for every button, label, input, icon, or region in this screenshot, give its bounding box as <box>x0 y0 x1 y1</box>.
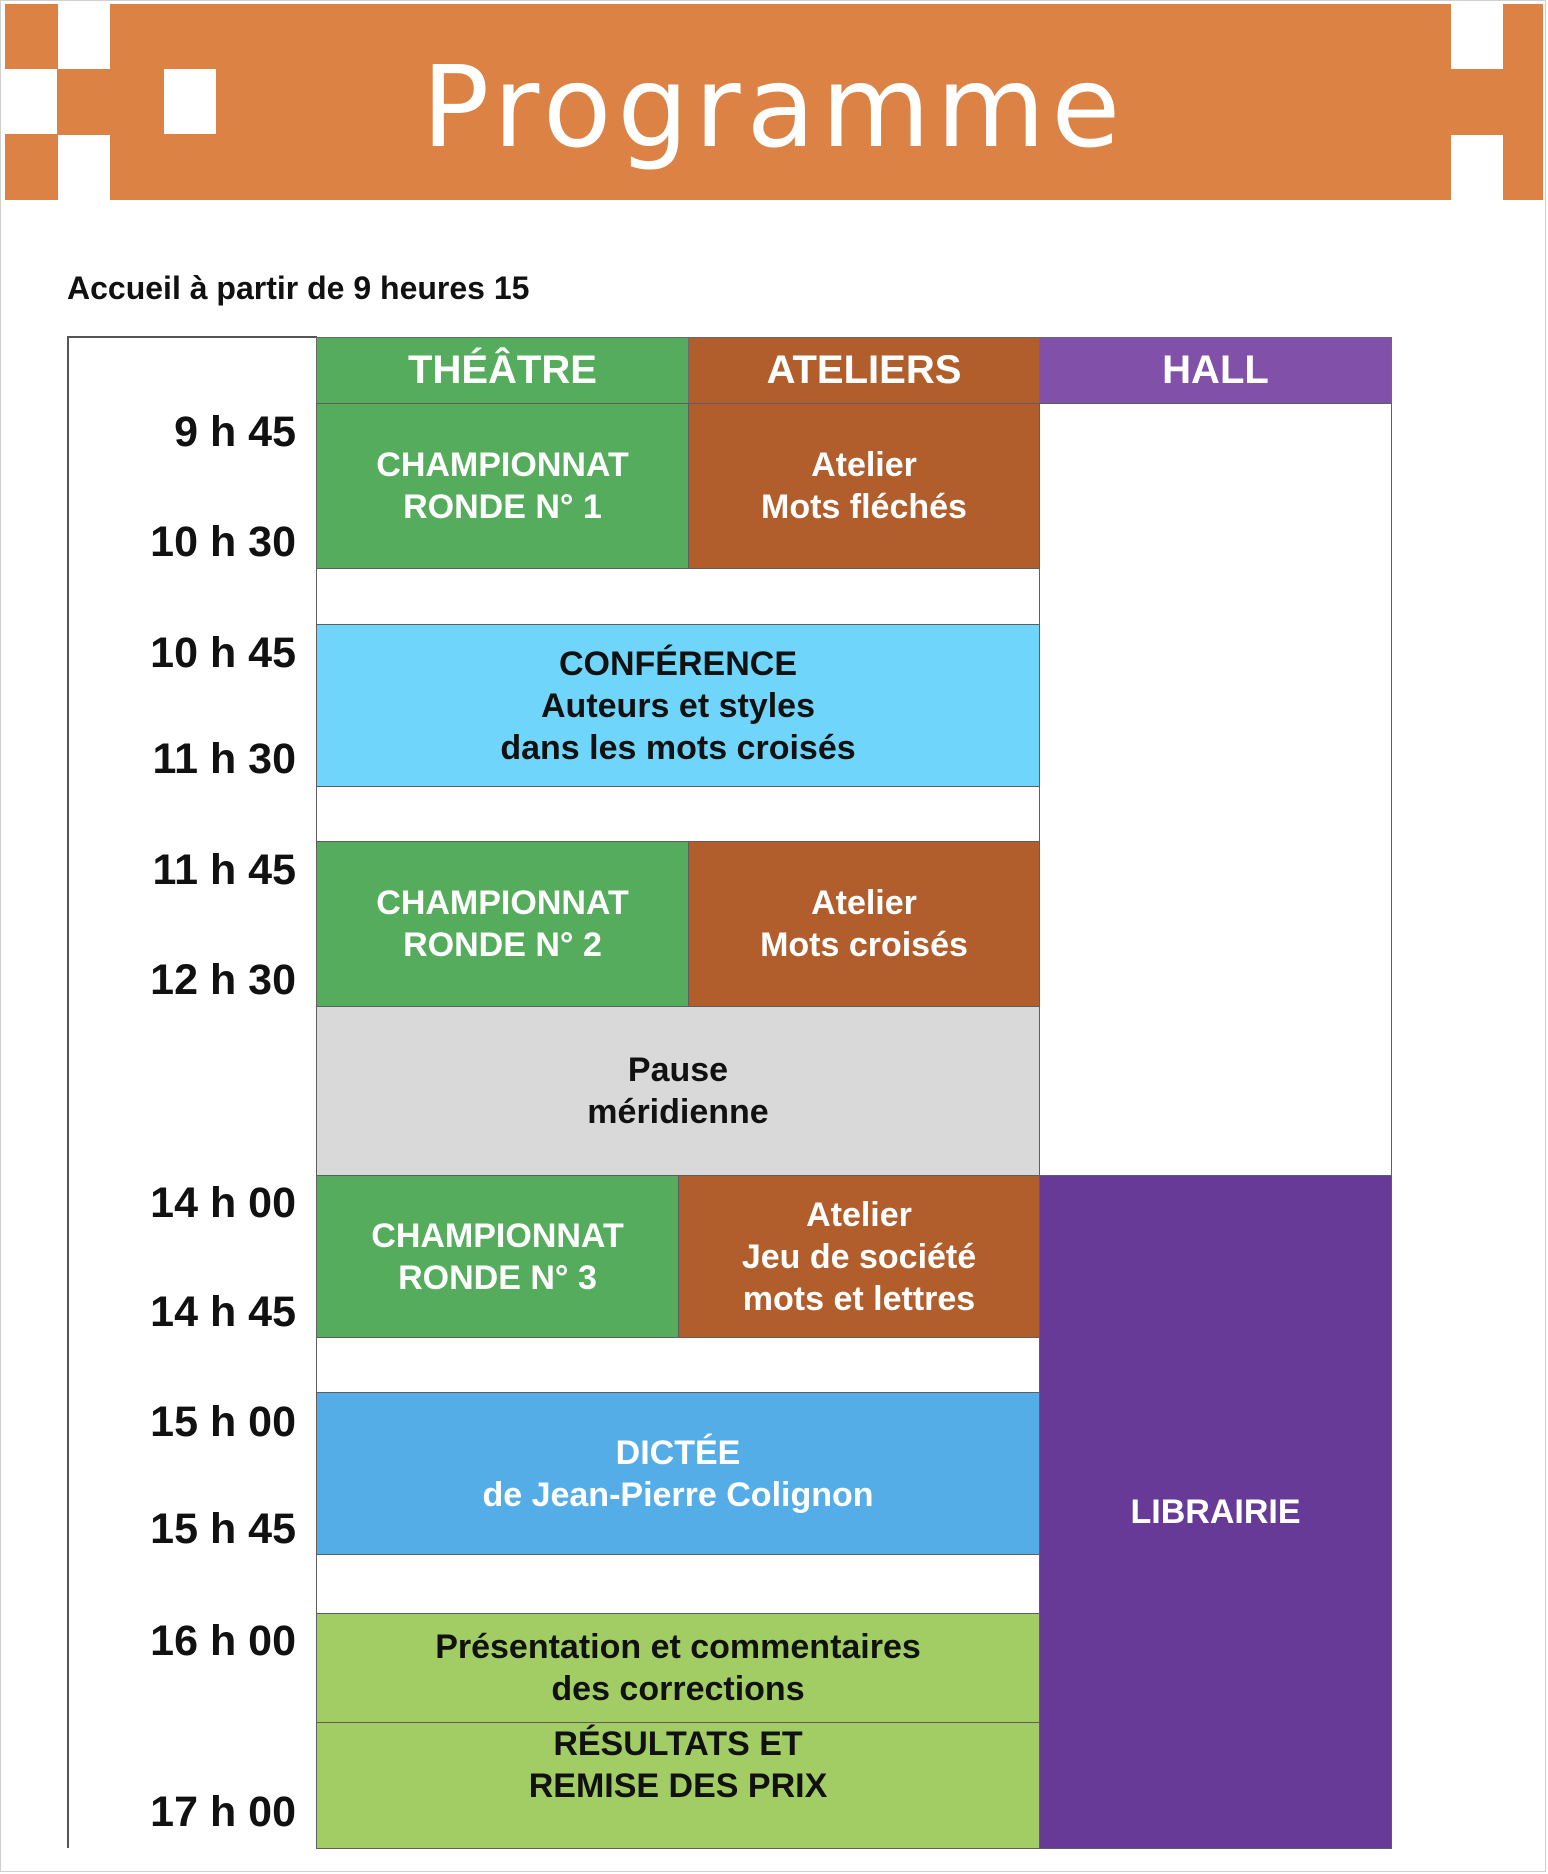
time-label: 9 h 45 <box>174 408 296 456</box>
session-line: DICTÉE <box>615 1433 741 1472</box>
session-line: CHAMPIONNAT <box>371 1216 624 1255</box>
page-title: Programme <box>421 43 1127 173</box>
break-slot <box>316 568 1040 625</box>
time-label: 15 h 00 <box>150 1398 296 1446</box>
session-line: des corrections <box>551 1670 805 1708</box>
session-conference <box>316 624 1040 787</box>
header-banner <box>5 4 1543 200</box>
break-slot <box>316 1554 1040 1614</box>
hall-empty-slot <box>1039 403 1392 1176</box>
session-line: REMISE DES PRIX <box>528 1767 828 1805</box>
intro-text: Accueil à partir de 9 heures 15 <box>67 270 530 306</box>
column-header-theatre: THÉÂTRE <box>316 337 689 404</box>
session-line: de Jean-Pierre Colignon <box>482 1475 874 1514</box>
time-label: 11 h 30 <box>152 735 296 783</box>
time-label: 10 h 30 <box>150 518 296 566</box>
session-line: RONDE N° 1 <box>403 488 602 526</box>
time-label: 16 h 00 <box>150 1617 296 1665</box>
session-atelier-mots-fleches <box>688 403 1040 569</box>
session-line: CHAMPIONNAT <box>376 884 629 922</box>
session-championnat-2 <box>316 841 689 1007</box>
session-line: RONDE N° 2 <box>403 926 602 964</box>
time-label: 14 h 00 <box>150 1179 296 1227</box>
session-championnat-1 <box>316 403 689 569</box>
session-line: méridienne <box>587 1093 769 1131</box>
session-line: CHAMPIONNAT <box>376 446 629 484</box>
time-label: 14 h 45 <box>150 1288 296 1336</box>
session-presentation <box>316 1613 1040 1723</box>
session-line: Présentation et commentaires <box>435 1628 921 1666</box>
time-label: 17 h 00 <box>150 1788 296 1836</box>
session-atelier-mots-croises <box>688 841 1040 1007</box>
session-line: RÉSULTATS ET <box>553 1725 803 1763</box>
time-label: 11 h 45 <box>152 846 296 894</box>
column-header-hall: HALL <box>1039 337 1392 404</box>
session-line: Pause <box>627 1051 729 1089</box>
session-line: dans les mots croisés <box>500 728 856 767</box>
session-line: Mots fléchés <box>761 488 967 526</box>
break-slot <box>316 1337 1040 1393</box>
session-line: CONFÉRENCE <box>558 644 798 683</box>
session-line: Atelier <box>811 446 917 484</box>
session-line: Atelier <box>811 884 917 922</box>
session-line: RONDE N° 3 <box>398 1258 597 1297</box>
session-championnat-3 <box>316 1175 679 1338</box>
session-resultats <box>316 1722 1040 1849</box>
time-label: 15 h 45 <box>150 1505 296 1553</box>
session-dictee <box>316 1392 1040 1555</box>
session-line: Mots croisés <box>760 926 968 964</box>
break-slot <box>316 786 1040 842</box>
session-line: Auteurs et styles <box>541 686 815 725</box>
session-line: LIBRAIRIE <box>1130 1493 1301 1531</box>
session-librairie <box>1039 1175 1392 1849</box>
session-line: mots et lettres <box>742 1279 976 1318</box>
time-label: 10 h 45 <box>150 629 296 677</box>
session-line: Jeu de société <box>741 1237 977 1276</box>
session-line: Atelier <box>806 1195 912 1234</box>
session-pause <box>316 1006 1040 1176</box>
session-atelier-jeu-de-societe <box>678 1175 1040 1338</box>
column-header-ateliers: ATELIERS <box>688 337 1040 404</box>
grid-top-line <box>67 336 317 338</box>
time-label: 12 h 30 <box>150 956 296 1004</box>
